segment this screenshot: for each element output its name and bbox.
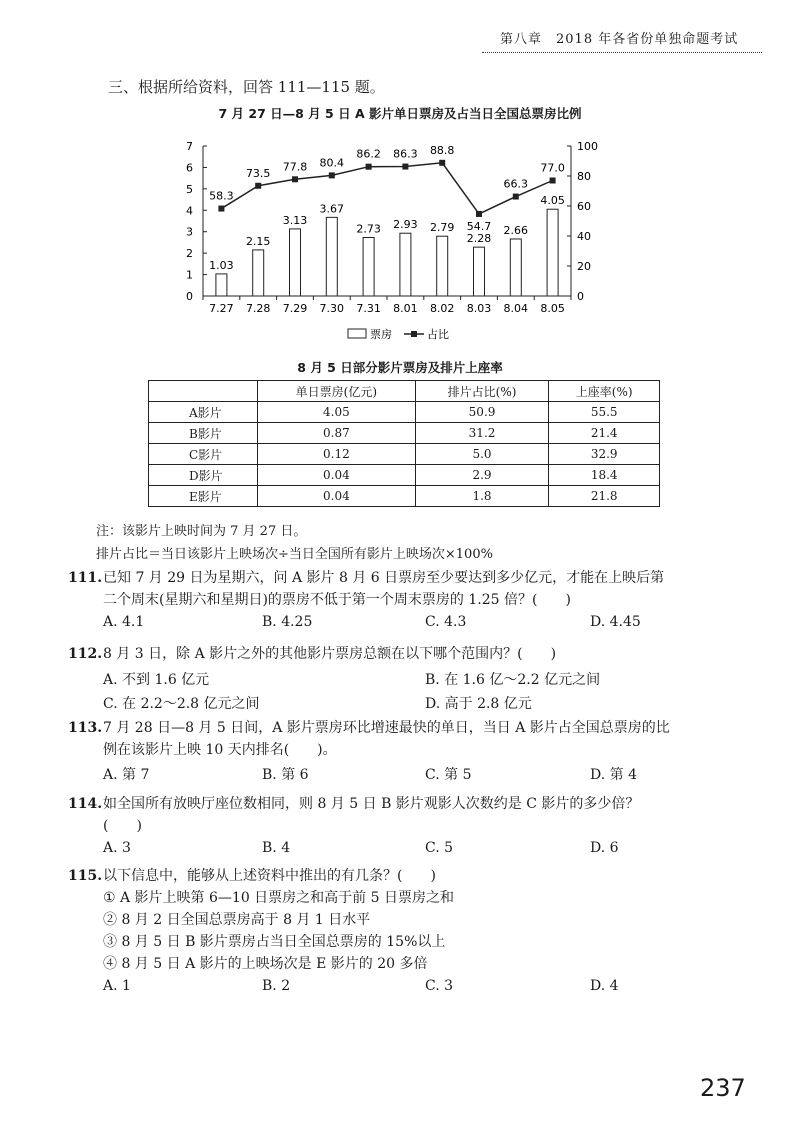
question-text-line: ④ 8 月 5 日 A 影片的上映场次是 E 影片的 20 多倍 <box>103 956 428 972</box>
right-tick-label: 80 <box>577 170 591 183</box>
question-number: 114. <box>68 796 103 812</box>
question-text-line: 二个周末(星期六和星期日)的票房不低于第一个周末票房的 1.25 倍？( ) <box>103 592 571 608</box>
x-tick-label: 8.03 <box>466 302 492 315</box>
bar-value-label: 2.79 <box>429 221 455 235</box>
question-text-line: ③ 8 月 5 日 B 影片票房占当日全国总票房的 15%以上 <box>103 934 446 950</box>
table-cell: 21.8 <box>549 486 660 507</box>
section-title: 三、根据所给资料，回答 111—115 题。 <box>108 78 385 96</box>
table-cell: 1.8 <box>415 486 549 507</box>
answer-option: D. 第 4 <box>590 767 637 783</box>
table-cell: 4.05 <box>258 402 416 423</box>
film-data-table <box>148 380 660 507</box>
line-point <box>513 194 519 200</box>
line-value-label: 88.8 <box>429 143 455 157</box>
right-tick-label: 60 <box>577 200 591 213</box>
bar-value-label: 2.66 <box>503 224 529 237</box>
line-value-label: 86.3 <box>393 147 418 161</box>
answer-option: A. 第 7 <box>103 767 150 783</box>
chart-title: 7 月 27 日—8 月 5 日 A 影片单日票房及占当日全国总票房比例 <box>218 106 582 121</box>
table-cell: 31.2 <box>415 423 549 444</box>
answer-option: D. 4.45 <box>590 614 641 630</box>
question-text-line: 如全国所有放映厅座位数相同，则 8 月 5 日 B 影片观影人次数约是 C 影片的多少倍？ <box>103 796 640 812</box>
bar <box>326 217 337 296</box>
table-cell: 0.12 <box>258 444 416 465</box>
bar <box>363 238 374 297</box>
line-value-label: 77.0 <box>540 161 565 175</box>
bar <box>216 274 227 296</box>
line-point <box>218 206 224 212</box>
table-cell: 2.9 <box>415 465 549 486</box>
bar <box>510 239 521 296</box>
x-tick-label: 7.27 <box>209 302 234 315</box>
bar <box>547 209 558 296</box>
table-row <box>149 465 660 486</box>
bar <box>290 229 301 296</box>
answer-option: C. 3 <box>425 978 454 994</box>
table-cell: 55.5 <box>549 402 660 423</box>
bar-value-label: 1.03 <box>209 258 234 272</box>
legend-label-bar: 票房 <box>370 328 392 341</box>
table-header-row <box>149 381 660 402</box>
x-tick-label: 7.29 <box>282 302 308 315</box>
table-row-label: D影片 <box>149 465 258 486</box>
line-point <box>255 183 261 189</box>
line-value-label: 66.3 <box>503 177 529 191</box>
table-row <box>149 402 660 423</box>
table-header-cell: 排片占比(%) <box>415 381 549 402</box>
line-point <box>402 164 408 170</box>
table-header-cell: 上座率(%) <box>549 381 660 402</box>
right-tick-label: 20 <box>577 260 591 273</box>
x-tick-label: 8.05 <box>540 302 565 315</box>
answer-option: B. 2 <box>262 978 291 994</box>
line-value-label: 86.2 <box>356 147 381 161</box>
table-row-label: C影片 <box>149 444 258 465</box>
table-cell: 32.9 <box>549 444 660 465</box>
question-number: 111. <box>68 570 103 586</box>
x-tick-label: 8.02 <box>429 302 455 315</box>
bar-value-label: 2.28 <box>466 232 492 246</box>
answer-option: C. 5 <box>425 840 454 856</box>
line-point <box>476 211 482 217</box>
table-cell: 18.4 <box>549 465 660 486</box>
line-value-label: 73.5 <box>245 166 271 180</box>
answer-option: B. 4.25 <box>262 614 313 630</box>
line-point <box>329 172 335 178</box>
table-header-cell <box>149 381 258 402</box>
x-tick-label: 8.04 <box>503 302 529 315</box>
bar-value-label: 2.73 <box>356 222 381 236</box>
table-cell: 5.0 <box>415 444 549 465</box>
left-tick-label: 4 <box>186 204 193 218</box>
table-cell: 0.04 <box>258 465 416 486</box>
left-tick-label: 3 <box>186 225 193 239</box>
combo-chart <box>0 0 800 360</box>
question-text-line: 以下信息中，能够从上述资料中推出的有几条？( ) <box>103 868 436 884</box>
line-point <box>439 160 445 166</box>
chart-legend <box>348 327 449 341</box>
question-text-line: ② 8 月 2 日全国总票房高于 8 月 1 日水平 <box>103 912 371 928</box>
answer-option: B. 在 1.6 亿～2.2 亿元之间 <box>425 672 601 688</box>
question-text-line: 8 月 3 日，除 A 影片之外的其他影片票房总额在以下哪个范围内？( ) <box>103 646 557 662</box>
running-header: 第八章 2018 年各省份单独命题考试 <box>500 32 739 47</box>
x-tick-label: 7.30 <box>319 302 345 315</box>
line-value-label: 54.7 <box>466 219 492 233</box>
left-tick-label: 6 <box>186 161 193 175</box>
legend-label-line: 占比 <box>427 328 449 341</box>
line-value-label: 77.8 <box>282 160 308 174</box>
legend-bar-swatch <box>348 329 366 338</box>
x-tick-label: 7.28 <box>245 302 271 315</box>
legend-line-marker <box>411 331 417 337</box>
left-tick-label: 1 <box>186 268 193 282</box>
left-tick-label: 5 <box>186 182 193 196</box>
bar <box>400 233 411 296</box>
note-definition: 排片占比＝当日该影片上映场次÷当日全国所有影片上映场次×100% <box>96 547 493 562</box>
answer-option: C. 4.3 <box>425 614 467 630</box>
answer-option: D. 6 <box>590 840 619 856</box>
table-cell: 0.87 <box>258 423 416 444</box>
question-number: 113. <box>68 720 103 736</box>
table-row-label: E影片 <box>149 486 258 507</box>
table-title: 8 月 5 日部分影片票房及排片上座率 <box>297 360 503 375</box>
table-row <box>149 423 660 444</box>
question-text-line: 7 月 28 日—8 月 5 日间，A 影片票房环比增速最快的单日，当日 A 影片占全国总票房的比 <box>103 720 670 736</box>
question-text-line: 已知 7 月 29 日为星期六，问 A 影片 8 月 6 日票房至少要达到多少亿元，才能在上映后第 <box>103 570 665 586</box>
question-number: 115. <box>68 868 103 884</box>
line-point <box>366 164 372 170</box>
answer-option: D. 高于 2.8 亿元 <box>425 696 532 712</box>
answer-option: A. 1 <box>103 978 131 994</box>
question-number: 112. <box>68 646 103 662</box>
bar <box>474 247 485 296</box>
right-tick-label: 100 <box>577 140 598 153</box>
bar-value-label: 2.15 <box>245 234 271 248</box>
table-row-label: A影片 <box>149 402 258 423</box>
line-value-label: 58.3 <box>209 189 234 203</box>
bar-value-label: 3.67 <box>319 202 345 216</box>
answer-option: C. 第 5 <box>425 767 472 783</box>
table-cell: 0.04 <box>258 486 416 507</box>
table-cell: 50.9 <box>415 402 549 423</box>
question-text-line: ( ) <box>103 818 142 834</box>
answer-option: A. 不到 1.6 亿元 <box>103 672 210 688</box>
line-point <box>550 178 556 184</box>
bar-value-label: 2.93 <box>393 218 418 232</box>
answer-option: B. 第 6 <box>262 767 309 783</box>
x-tick-label: 8.01 <box>393 302 418 315</box>
table-cell: 21.4 <box>549 423 660 444</box>
answer-option: A. 4.1 <box>103 614 145 630</box>
answer-option: D. 4 <box>590 978 619 994</box>
bar <box>253 250 264 296</box>
answer-option: A. 3 <box>103 840 131 856</box>
table-row <box>149 486 660 507</box>
question-text-line: ① A 影片上映第 6—10 日票房之和高于前 5 日票房之和 <box>103 890 454 906</box>
answer-option: C. 在 2.2～2.8 亿元之间 <box>103 696 260 712</box>
left-tick-label: 2 <box>186 247 193 261</box>
right-tick-label: 40 <box>577 230 591 243</box>
line-value-label: 80.4 <box>319 156 345 170</box>
left-tick-label: 0 <box>186 290 193 303</box>
note-release-date: 注：该影片上映时间为 7 月 27 日。 <box>96 524 307 539</box>
table-row <box>149 444 660 465</box>
x-tick-label: 7.31 <box>356 302 381 315</box>
bar-value-label: 4.05 <box>540 194 565 208</box>
answer-option: B. 4 <box>262 840 291 856</box>
bar <box>437 236 448 296</box>
question-text-line: 例在该影片上映 10 天内排名( )。 <box>103 742 337 758</box>
left-tick-label: 7 <box>186 140 193 153</box>
table-row-label: B影片 <box>149 423 258 444</box>
bar-value-label: 3.13 <box>282 213 308 227</box>
line-point <box>292 176 298 182</box>
page-number: 237 <box>700 1074 746 1102</box>
right-tick-label: 0 <box>577 290 584 303</box>
table-header-cell: 单日票房(亿元) <box>258 381 416 402</box>
